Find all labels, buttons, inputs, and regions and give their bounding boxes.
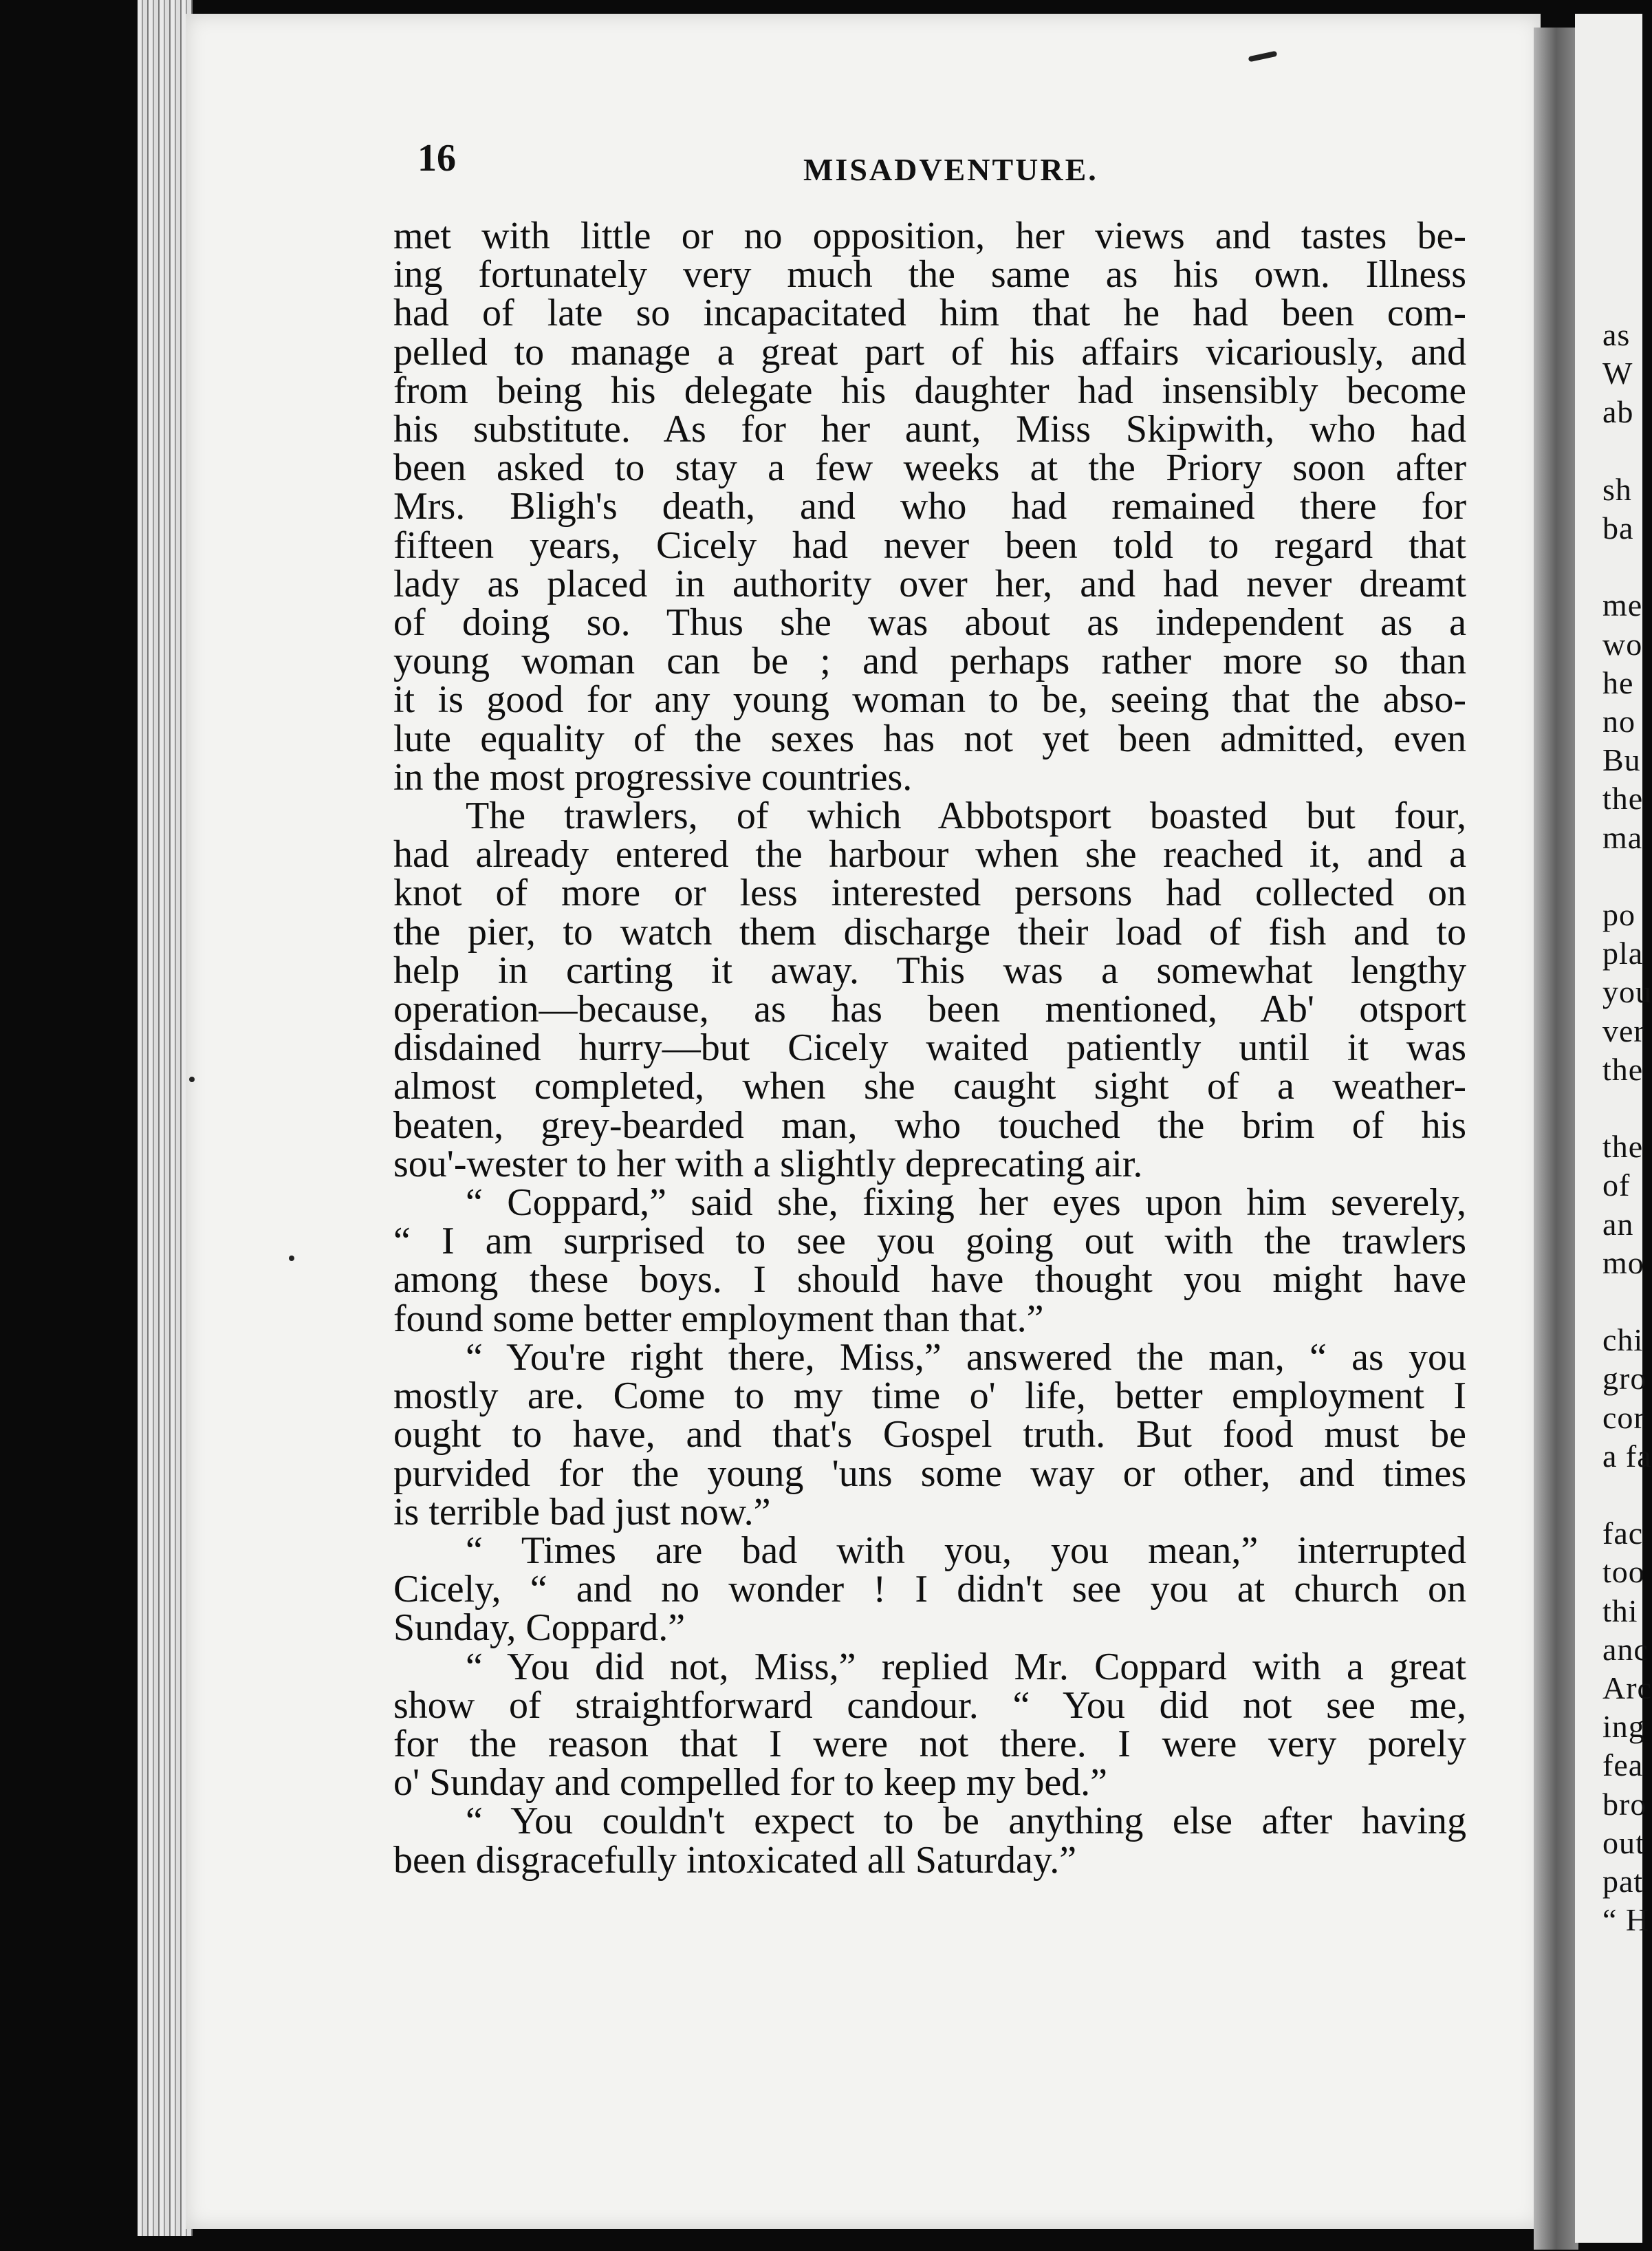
text-line: “ You couldn't expect to be anything else after having <box>466 1800 1466 1843</box>
text-line: help in carting it away. This was a somewhat lengthy <box>393 949 1466 992</box>
facing-page-fragment: gro <box>1602 1361 1647 1397</box>
facing-page-fragment: po <box>1602 897 1635 932</box>
speck <box>289 1256 294 1261</box>
text-line: lady as placed in authority over her, and had never dreamt <box>393 562 1466 605</box>
text-line: o' Sunday and compelled for to keep my bed.” <box>393 1761 1108 1805</box>
facing-page-fragment: fac <box>1602 1516 1644 1551</box>
text-line: operation—because, as has been mentioned, Ab' otsport <box>393 988 1466 1031</box>
facing-page-fragment: no <box>1602 704 1635 739</box>
text-line: “ Coppard,” said she, fixing her eyes upon him severely, <box>466 1181 1466 1225</box>
text-line: it is good for any young woman to be, seeing that the abso- <box>393 678 1466 722</box>
text-line: his substitute. As for her aunt, Miss Skipwith, who had <box>393 408 1466 451</box>
text-line: ing fortunately very much the same as his own. Illness <box>393 253 1466 297</box>
facing-page-fragment: as <box>1602 317 1631 352</box>
facing-page-fragment: pat <box>1602 1864 1644 1899</box>
facing-page-fragment: wo <box>1602 626 1643 662</box>
facing-page-fragment: of <box>1602 1167 1631 1203</box>
facing-page-fragment: out <box>1602 1824 1645 1860</box>
facing-page-fragment: a fa <box>1602 1438 1652 1474</box>
text-line: of doing so. Thus she was about as independent as a <box>393 601 1466 645</box>
text-line: “ You're right there, Miss,” answered the man, “ as you <box>466 1335 1466 1379</box>
text-line: met with little or no opposition, her views and tastes be- <box>393 215 1466 257</box>
text-line: had of late so incapacitated him that he had been com- <box>393 292 1466 335</box>
facing-page-fragment: you <box>1602 974 1652 1010</box>
text-line: from being his delegate his daughter had insensibly become <box>393 369 1466 412</box>
text-line: show of straightforward candour. “ You did not see me, <box>393 1683 1466 1727</box>
paragraph <box>393 797 1466 1183</box>
text-line: fifteen years, Cicely had never been told to regard that <box>393 524 1466 567</box>
text-line: been asked to stay a few weeks at the Priory soon after <box>393 446 1466 490</box>
page-number: 16 <box>417 137 456 180</box>
text-line: Sunday, Coppard.” <box>393 1606 686 1650</box>
text-line: The trawlers, of which Abbotsport boasted but four, <box>466 795 1466 838</box>
facing-page-fragment: anc <box>1602 1631 1649 1667</box>
text-line: lute equality of the sexes has not yet been admitted, even <box>393 717 1466 760</box>
speck <box>189 1077 195 1082</box>
facing-page-fragment: thi <box>1602 1593 1638 1628</box>
body-text <box>393 217 1466 1880</box>
text-line: had already entered the harbour when she reached it, and a <box>393 833 1466 876</box>
paragraph <box>393 1335 1466 1533</box>
text-line: the pier, to watch them discharge their load of fish and to <box>393 910 1466 954</box>
facing-page-fragment: the <box>1602 781 1644 817</box>
text-line: “ I am surprised to see you going out with the trawlers <box>393 1220 1466 1263</box>
text-line: is terrible bad just now.” <box>393 1490 771 1533</box>
paragraph <box>393 1645 1466 1805</box>
text-line: in the most progressive countries. <box>393 755 913 799</box>
facing-page-fragment: the <box>1602 1129 1644 1165</box>
facing-page-fragment: ba <box>1602 510 1634 546</box>
page-edges <box>138 0 193 2236</box>
paragraph <box>393 1183 1466 1338</box>
page-header <box>0 131 1642 186</box>
text-line: young woman can be ; and perhaps rather more so than <box>393 640 1466 683</box>
facing-page-fragment: Arc <box>1602 1670 1652 1705</box>
book-gutter <box>1534 28 1578 2250</box>
text-line: ought to have, and that's Gospel truth. But food must be <box>393 1413 1466 1456</box>
text-line: “ Times are bad with you, you mean,” interrupted <box>466 1529 1466 1572</box>
facing-page <box>1575 14 1652 2243</box>
text-line: purvided for the young 'uns some way or other, and times <box>393 1452 1466 1495</box>
text-line: found some better employment than that.” <box>393 1297 1044 1340</box>
facing-page-fragment: me <box>1602 588 1643 623</box>
text-line: Mrs. Bligh's death, and who had remained there for <box>393 485 1466 528</box>
facing-page-fragment: sh <box>1602 471 1632 507</box>
text-line: Cicely, “ and no wonder ! I didn't see you at church on <box>393 1568 1466 1611</box>
facing-page-fragment: cor <box>1602 1399 1645 1435</box>
facing-page-fragment: ing <box>1602 1709 1645 1745</box>
text-line: pelled to manage a great part of his affairs vicariously, and <box>393 330 1466 374</box>
text-line: beaten, grey-bearded man, who touched the brim of his <box>393 1103 1466 1147</box>
text-line: been disgracefully intoxicated all Saturday.” <box>393 1838 1077 1882</box>
text-line: disdained hurry—but Cicely waited patiently until it was <box>393 1026 1466 1070</box>
text-line: mostly are. Come to my time o' life, better employment I <box>393 1375 1466 1418</box>
text-line: for the reason that I were not there. I were very porely <box>393 1722 1466 1765</box>
paragraph <box>393 217 1466 797</box>
facing-page-fragment: bro <box>1602 1786 1647 1822</box>
text-line: “ You did not, Miss,” replied Mr. Coppard with a great <box>466 1645 1466 1688</box>
text-line: among these boys. I should have thought you might have <box>393 1258 1466 1302</box>
facing-page-fragment: chi <box>1602 1322 1644 1358</box>
text-line: almost completed, when she caught sight of a weather- <box>393 1065 1466 1108</box>
facing-page-fragment: ver <box>1602 1013 1645 1048</box>
running-head: MISADVENTURE. <box>803 152 1098 187</box>
facing-page-fragment: too <box>1602 1554 1645 1590</box>
facing-page-fragment: ab <box>1602 394 1634 430</box>
facing-page-fragment: “ H <box>1602 1902 1650 1938</box>
facing-page-fragment: ma <box>1602 819 1643 855</box>
facing-page-fragment: fea <box>1602 1747 1644 1783</box>
text-line: sou'-wester to her with a slightly deprecating air. <box>393 1142 1143 1185</box>
paragraph <box>393 1800 1466 1882</box>
facing-page-fragment: the <box>1602 1051 1644 1087</box>
facing-page-fragment: he <box>1602 665 1634 700</box>
text-line: knot of more or less interested persons had collected on <box>393 872 1466 915</box>
facing-page-fragment: mo <box>1602 1245 1644 1280</box>
facing-page-fragment: W <box>1602 356 1633 391</box>
facing-page-fragment: Bu <box>1602 742 1641 778</box>
paragraph <box>393 1531 1466 1648</box>
facing-page-fragment: pla <box>1602 936 1644 971</box>
facing-page-fragment: an <box>1602 1206 1634 1242</box>
